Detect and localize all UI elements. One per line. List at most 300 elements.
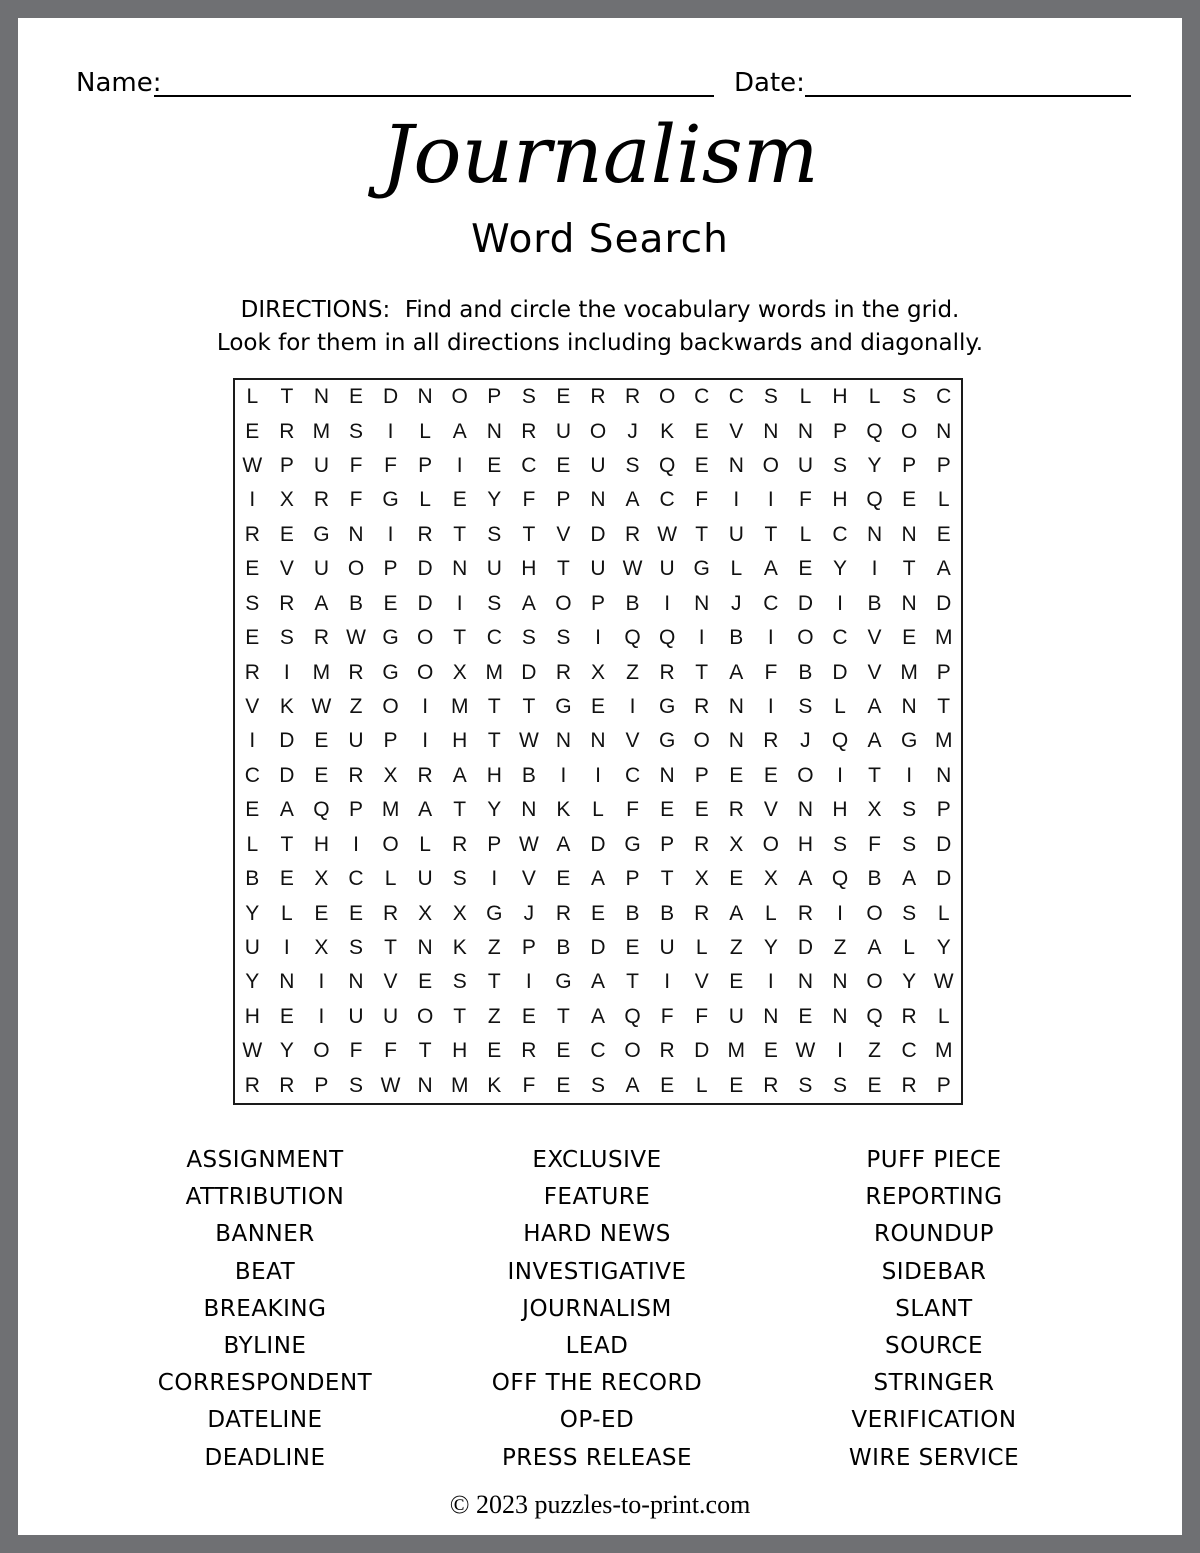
grid-cell: S (902, 798, 917, 822)
grid-cell: C (901, 1039, 917, 1063)
grid-cell: R (763, 1073, 779, 1097)
grid-cell: O (382, 832, 399, 856)
grid-cell: E (245, 798, 260, 822)
grid-cell: F (384, 1039, 397, 1063)
grid-cell: A (729, 660, 744, 684)
grid-cell: W (657, 522, 678, 546)
grid-cell: T (695, 522, 709, 546)
grid-cell: C (659, 488, 675, 512)
grid-cell: V (556, 522, 571, 546)
grid-cell: E (590, 695, 605, 719)
grid-cell: V (694, 970, 709, 994)
grid-cell: W (795, 1039, 816, 1063)
grid-cell: G (624, 832, 641, 856)
grid-cell: N (936, 763, 952, 787)
grid-cell: E (763, 1039, 778, 1063)
grid-cell: B (245, 867, 260, 891)
grid-cell: N (797, 419, 813, 443)
grid-cell: A (867, 729, 882, 753)
word-list-item: ATTRIBUTION (185, 1184, 345, 1211)
grid-cell: Y (832, 557, 847, 581)
grid-cell: I (837, 901, 843, 925)
grid-cell: S (279, 626, 294, 650)
grid-cell: A (763, 557, 778, 581)
grid-cell: O (797, 763, 814, 787)
grid-cell: P (383, 729, 398, 753)
grid-cell: C (728, 385, 744, 409)
grid-cell: I (767, 626, 774, 650)
grid-cell: Q (313, 798, 330, 822)
grid-cell: N (659, 763, 675, 787)
grid-cell: R (901, 1004, 917, 1028)
grid-cell: O (797, 626, 814, 650)
grid-cell: M (934, 626, 953, 650)
grid-cell: U (659, 936, 675, 960)
grid-cell: A (590, 970, 605, 994)
grid-cell: P (487, 832, 502, 856)
word-search-grid (233, 378, 963, 1105)
grid-cell: D (417, 591, 433, 615)
word-list-item: WIRE SERVICE (848, 1444, 1020, 1471)
grid-cell: L (419, 419, 431, 443)
grid-cell: S (902, 832, 917, 856)
grid-cell: S (902, 901, 917, 925)
grid-cell: L (246, 832, 259, 856)
grid-cell: I (456, 591, 463, 615)
grid-cell: Z (729, 936, 743, 960)
grid-cell: S (832, 832, 847, 856)
word-list-item: STRINGER (873, 1370, 995, 1397)
grid-cell: B (625, 901, 640, 925)
grid-cell: R (521, 419, 537, 443)
grid-cell: S (625, 454, 640, 478)
grid-cell: E (348, 385, 363, 409)
grid-cell: S (487, 591, 502, 615)
grid-cell: E (798, 1004, 813, 1028)
name-label: Name: (76, 68, 162, 98)
grid-cell: E (694, 798, 709, 822)
grid-cell: I (698, 626, 705, 650)
grid-cell: E (418, 970, 433, 994)
name-input-line[interactable] (154, 69, 714, 97)
grid-cell: T (453, 1004, 467, 1028)
grid-cell: D (521, 660, 537, 684)
grid-cell: P (314, 1073, 329, 1097)
grid-cell: E (729, 763, 744, 787)
grid-cell: R (521, 1039, 537, 1063)
grid-cell: E (798, 557, 813, 581)
grid-cell: G (486, 901, 503, 925)
grid-cell: T (902, 557, 916, 581)
grid-cell: E (867, 1073, 882, 1097)
grid-cell: L (730, 557, 743, 581)
grid-cell: O (382, 695, 399, 719)
grid-cell: F (695, 1004, 709, 1028)
word-list-item: ASSIGNMENT (186, 1147, 344, 1173)
grid-cell: C (763, 591, 779, 615)
grid-cell: P (694, 763, 709, 787)
grid-cell: L (765, 901, 777, 925)
grid-cell: H (797, 832, 813, 856)
grid-cell: E (729, 1073, 744, 1097)
grid-cell: S (348, 419, 363, 443)
grid-cell: I (318, 970, 325, 994)
grid-cell: K (487, 1073, 502, 1097)
grid-cell: L (903, 936, 915, 960)
grid-cell: Q (866, 419, 883, 443)
grid-cell: X (314, 867, 329, 891)
grid-cell: T (453, 626, 467, 650)
grid-cell: Z (487, 936, 501, 960)
grid-cell: T (453, 522, 467, 546)
grid-cell: O (658, 385, 676, 409)
grid-cell: W (933, 970, 954, 994)
grid-cell: U (313, 557, 329, 581)
grid-cell: S (590, 1073, 605, 1097)
grid-cell: E (902, 626, 917, 650)
grid-cell: C (694, 385, 710, 409)
word-list-item: REPORTING (865, 1184, 1003, 1211)
grid-cell: K (452, 936, 467, 960)
word-list-item: VERIFICATION (851, 1407, 1017, 1434)
grid-cell: A (729, 901, 744, 925)
grid-cell: S (832, 1073, 847, 1097)
grid-cell: H (832, 488, 848, 512)
grid-cell: F (384, 454, 397, 478)
grid-cell: I (664, 970, 671, 994)
grid-cell: N (694, 591, 710, 615)
word-list-item: SIDEBAR (881, 1258, 987, 1285)
grid-cell: E (660, 798, 675, 822)
grid-cell: D (936, 867, 952, 891)
directions-text (18, 294, 1182, 360)
grid-cell: T (937, 695, 951, 719)
word-list-item: INVESTIGATIVE (507, 1258, 687, 1285)
grid-cell: N (452, 557, 468, 581)
grid-cell: E (590, 901, 605, 925)
grid-cell: K (279, 695, 294, 719)
grid-cell: H (452, 729, 468, 753)
grid-cell: U (659, 557, 675, 581)
grid-cell: H (521, 557, 537, 581)
grid-cell: T (764, 522, 778, 546)
grid-cell: C (832, 522, 848, 546)
grid-cell: E (763, 763, 778, 787)
grid-cell: L (695, 1073, 708, 1097)
grid-cell: A (418, 798, 433, 822)
grid-cell: V (279, 557, 294, 581)
grid-cell: T (487, 970, 501, 994)
grid-cell: E (487, 454, 502, 478)
grid-cell: D (279, 763, 295, 787)
grid-cell: S (521, 385, 536, 409)
grid-cell: E (314, 763, 329, 787)
grid-cell: P (936, 1073, 951, 1097)
grid-cell: D (590, 522, 606, 546)
grid-cell: T (453, 798, 467, 822)
grid-cell: N (590, 488, 606, 512)
grid-cell: L (834, 695, 846, 719)
grid-cell: M (934, 1039, 953, 1063)
grid-cell: R (348, 763, 364, 787)
grid-cell: I (249, 488, 256, 512)
word-list-item: PUFF PIECE (866, 1147, 1002, 1173)
grid-cell: I (387, 522, 394, 546)
grid-cell: G (382, 488, 399, 512)
grid-cell: Q (658, 626, 676, 650)
grid-cell: Y (487, 798, 502, 822)
grid-cell: R (279, 1073, 295, 1097)
grid-cell: D (279, 729, 295, 753)
grid-cell: O (589, 419, 607, 443)
grid-cell: E (729, 970, 744, 994)
grid-cell: T (626, 970, 639, 994)
grid-cell: B (660, 901, 675, 925)
grid-cell: S (798, 695, 813, 719)
grid-cell: P (487, 385, 502, 409)
page-subtitle: Word Search (471, 217, 729, 262)
grid-cell: Z (626, 660, 639, 684)
grid-cell: A (590, 1004, 605, 1028)
grid-cell: P (832, 419, 847, 443)
grid-cell: Z (349, 695, 363, 719)
grid-cell: N (797, 798, 813, 822)
grid-cell: L (868, 385, 881, 409)
grid-cell: H (244, 1004, 260, 1028)
grid-cell: U (728, 522, 744, 546)
grid-cell: S (245, 591, 260, 615)
grid-cell: S (798, 1073, 813, 1097)
grid-cell: P (936, 798, 951, 822)
grid-cell: U (797, 454, 813, 478)
grid-cell: Z (868, 1039, 881, 1063)
grid-cell: N (417, 385, 433, 409)
grid-cell: T (557, 557, 570, 581)
grid-cell: A (867, 695, 882, 719)
grid-cell: O (451, 385, 468, 409)
word-list-item: PRESS RELEASE (501, 1444, 693, 1471)
grid-cell: E (729, 867, 744, 891)
grid-cell: N (901, 522, 917, 546)
word-list-item: BREAKING (203, 1295, 327, 1322)
grid-cell: R (244, 660, 260, 684)
grid-cell: H (486, 763, 502, 787)
grid-cell: P (625, 867, 640, 891)
grid-cell: N (417, 1073, 433, 1097)
grid-cell: M (312, 660, 331, 684)
grid-cell: J (731, 591, 742, 615)
grid-cell: P (383, 557, 398, 581)
grid-cell: X (314, 936, 329, 960)
grid-cell: P (590, 591, 605, 615)
grid-cell: V (521, 867, 536, 891)
grid-cell: R (313, 488, 329, 512)
grid-cell: Y (763, 936, 778, 960)
grid-cell: O (313, 1039, 330, 1063)
grid-cell: Y (902, 970, 917, 994)
grid-cell: R (417, 522, 433, 546)
grid-cell: E (245, 419, 260, 443)
grid-cell: R (382, 901, 399, 925)
grid-cell: H (452, 1039, 468, 1063)
grid-cell: H (832, 798, 848, 822)
grid-cell: U (348, 1004, 364, 1028)
grid-cell: Q (624, 1004, 641, 1028)
grid-cell: F (349, 1039, 363, 1063)
grid-cell: F (764, 660, 778, 684)
grid-cell: T (522, 695, 536, 719)
grid-cell: S (487, 522, 502, 546)
grid-cell: X (279, 488, 294, 512)
grid-cell: R (452, 832, 468, 856)
grid-cell: P (902, 454, 917, 478)
grid-cell: A (902, 867, 917, 891)
grid-cell: I (283, 936, 290, 960)
grid-cell: L (592, 798, 604, 822)
grid-cell: Y (245, 970, 260, 994)
grid-cell: Y (936, 936, 951, 960)
grid-cell: N (901, 591, 917, 615)
word-list-item: EXCLUSIVE (532, 1147, 662, 1173)
word-list-item: JOURNALISM (522, 1295, 672, 1322)
grid-cell: I (837, 591, 843, 615)
grid-cell: E (556, 385, 571, 409)
grid-cell: Q (831, 867, 849, 891)
grid-cell: V (625, 729, 640, 753)
grid-cell: B (867, 867, 882, 891)
grid-cell: I (595, 763, 601, 787)
grid-cell: A (867, 936, 882, 960)
grid-cell: X (452, 660, 467, 684)
grid-cell: N (348, 522, 364, 546)
grid-cell: I (456, 454, 463, 478)
word-list-column-2 (422, 1142, 772, 1477)
grid-cell: I (767, 488, 774, 512)
grid-cell: I (525, 970, 532, 994)
grid-cell: S (348, 936, 363, 960)
grid-cell: I (249, 729, 256, 753)
grid-cell: E (348, 901, 363, 925)
grid-cell: O (416, 1004, 434, 1028)
grid-cell: I (733, 488, 740, 512)
grid-cell: U (728, 1004, 744, 1028)
grid-cell: R (279, 419, 295, 443)
grid-cell: N (797, 970, 813, 994)
grid-cell: A (521, 591, 536, 615)
grid-cell: E (660, 1073, 675, 1097)
grid-cell: D (382, 385, 399, 409)
date-input-line[interactable] (805, 69, 1131, 97)
grid-cell: R (244, 522, 260, 546)
grid-cell: S (452, 867, 467, 891)
grid-cell: A (452, 763, 467, 787)
grid-cell: U (348, 729, 364, 753)
word-list-item: OP-ED (559, 1407, 635, 1434)
grid-cell: A (556, 832, 571, 856)
grid-cell: I (560, 763, 567, 787)
grid-cell: K (556, 798, 571, 822)
grid-cell: R (590, 385, 606, 409)
grid-cell: A (279, 798, 294, 822)
grid-cell: C (486, 626, 502, 650)
grid-cell: L (937, 1004, 950, 1028)
grid-cell: L (695, 936, 708, 960)
grid-cell: N (521, 798, 537, 822)
grid-cell: X (694, 867, 709, 891)
grid-cell: M (450, 695, 469, 719)
grid-cell: M (485, 660, 504, 684)
grid-cell: G (900, 729, 918, 753)
grid-cell: S (556, 626, 571, 650)
grid-cell: Y (867, 454, 882, 478)
grid-cell: N (279, 970, 295, 994)
grid-cell: F (868, 832, 881, 856)
grid-cell: M (312, 419, 331, 443)
word-list-item: DEADLINE (204, 1444, 326, 1471)
grid-cell: P (348, 798, 363, 822)
grid-cell: R (797, 901, 813, 925)
grid-cell: D (936, 832, 952, 856)
grid-cell: E (279, 522, 294, 546)
directions-line-2: Look for them in all directions including backwards and diagonally. (216, 330, 984, 356)
grid-cell: C (348, 867, 364, 891)
word-list-column-3 (759, 1142, 1109, 1477)
grid-cell: N (348, 970, 364, 994)
grid-cell: R (728, 798, 744, 822)
grid-cell: M (934, 729, 953, 753)
word-list-item: OFF THE RECORD (491, 1370, 703, 1397)
word-list-item: CORRESPONDENT (157, 1370, 373, 1397)
grid-cell: U (486, 557, 502, 581)
grid-cell: E (556, 454, 571, 478)
grid-cell: I (664, 591, 671, 615)
grid-cell: I (353, 832, 359, 856)
grid-cell: Y (245, 901, 260, 925)
grid-cell: R (694, 695, 710, 719)
grid-cell: G (658, 729, 676, 753)
grid-cell: Q (866, 488, 883, 512)
grid-cell: S (832, 454, 847, 478)
word-list-item: DATELINE (207, 1407, 323, 1434)
grid-cell: E (556, 867, 571, 891)
grid-cell: I (871, 557, 878, 581)
grid-cell: V (245, 695, 260, 719)
grid-cell: P (936, 454, 951, 478)
grid-cell: N (555, 729, 571, 753)
grid-cell: Y (487, 488, 502, 512)
grid-cell: R (313, 626, 329, 650)
grid-cell: W (518, 832, 539, 856)
grid-cell: V (729, 419, 744, 443)
grid-cell: X (763, 867, 778, 891)
grid-cell: B (348, 591, 363, 615)
grid-cell: O (416, 660, 434, 684)
grid-cell: O (762, 832, 780, 856)
grid-cell: N (417, 936, 433, 960)
grid-cell: G (382, 660, 399, 684)
grid-cell: F (799, 488, 812, 512)
grid-cell: X (452, 901, 467, 925)
grid-cell: R (624, 385, 641, 409)
grid-cell: R (694, 901, 710, 925)
grid-cell: G (555, 970, 572, 994)
word-list-item: SLANT (895, 1295, 973, 1322)
grid-cell: T (557, 1004, 570, 1028)
word-list-item: BEAT (234, 1258, 296, 1285)
grid-cell: A (936, 557, 951, 581)
grid-cell: D (590, 832, 606, 856)
grid-cell: I (283, 660, 290, 684)
